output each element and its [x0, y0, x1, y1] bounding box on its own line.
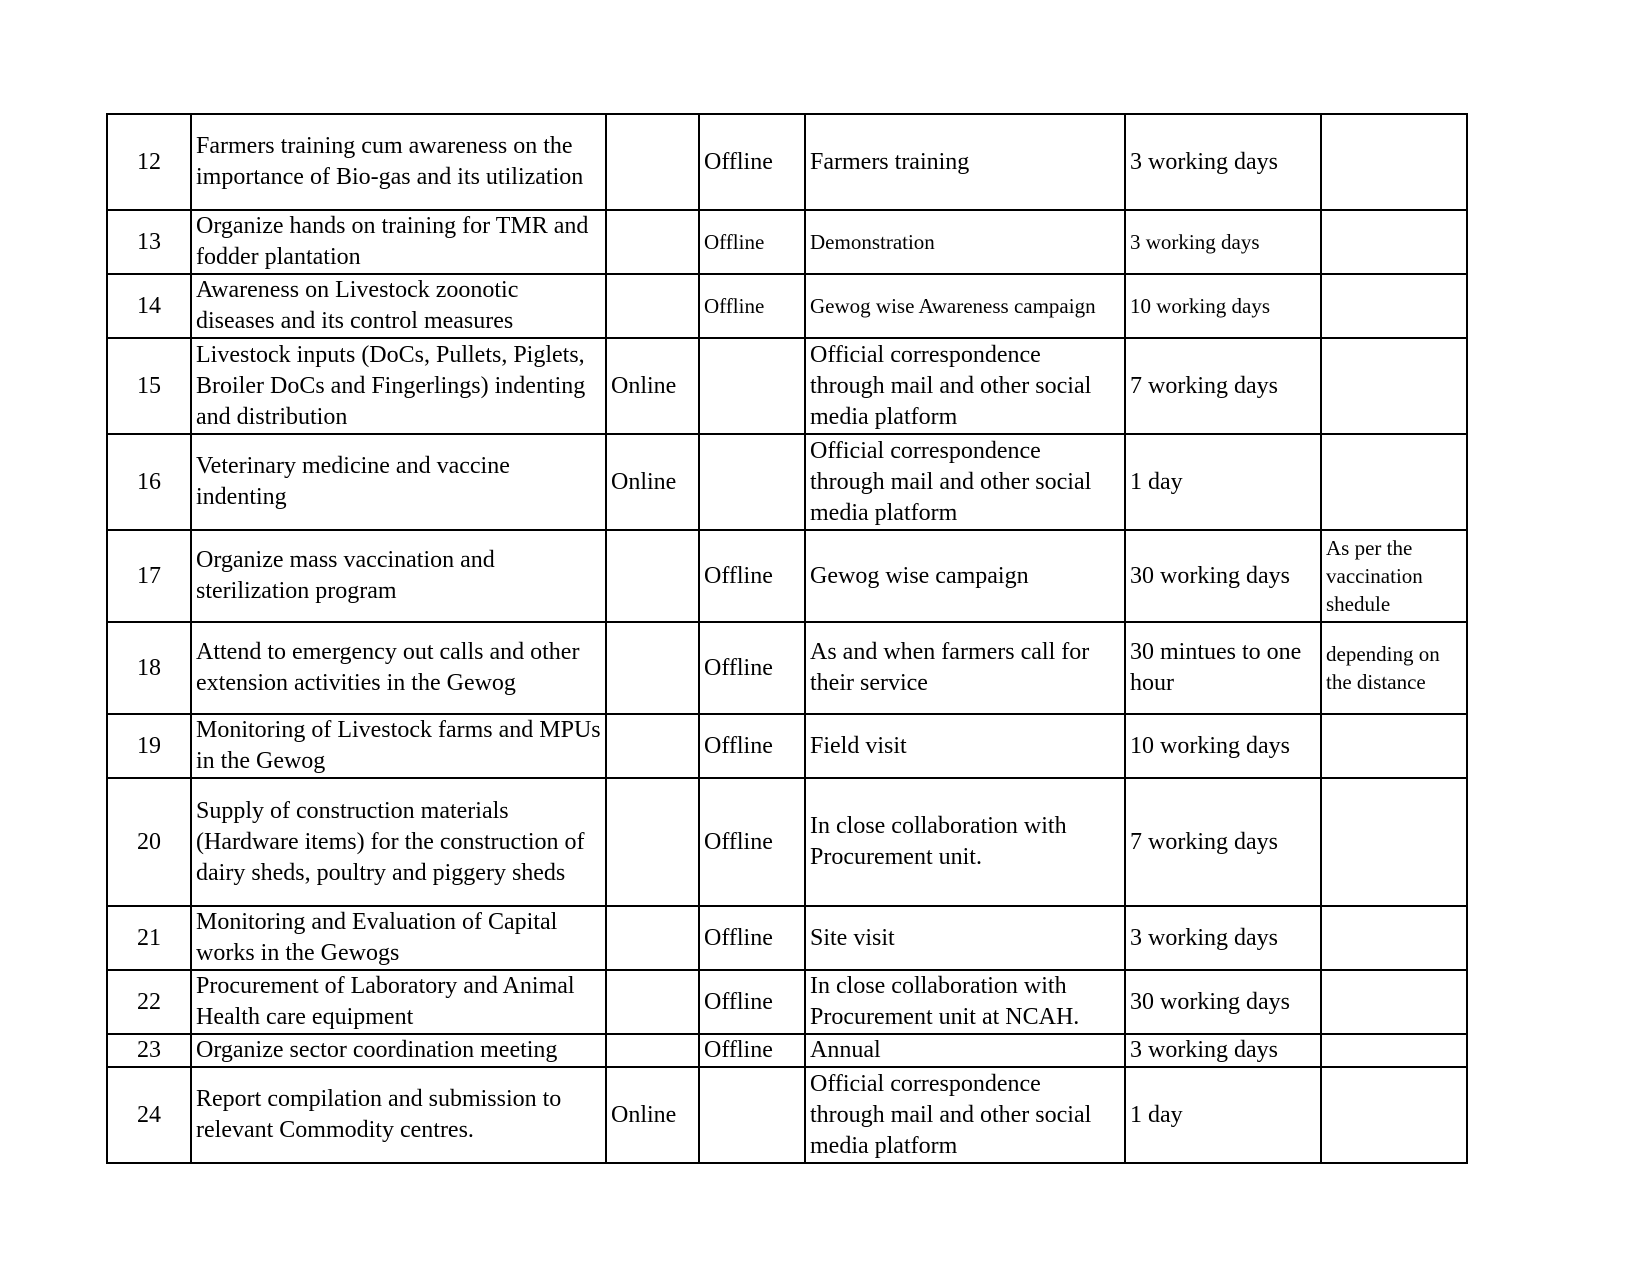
time-cell: 30 mintues to one hour	[1125, 622, 1321, 714]
service-table	[106, 113, 1468, 1164]
time-cell: 3 working days	[1125, 210, 1321, 274]
remarks-cell	[1321, 714, 1467, 778]
row-number: 22	[107, 970, 191, 1034]
row-number: 24	[107, 1067, 191, 1163]
time-cell: 3 working days	[1125, 114, 1321, 210]
table-row	[107, 1034, 1467, 1067]
delivery-mode-cell: Official correspondence through mail and other social media platform	[805, 338, 1125, 434]
time-cell: 1 day	[1125, 1067, 1321, 1163]
remarks-cell	[1321, 114, 1467, 210]
table-row	[107, 338, 1467, 434]
offline-cell: Offline	[699, 778, 805, 906]
table-row	[107, 530, 1467, 622]
online-cell	[606, 714, 699, 778]
offline-cell: Offline	[699, 530, 805, 622]
remarks-cell	[1321, 906, 1467, 970]
online-cell	[606, 210, 699, 274]
table-row	[107, 114, 1467, 210]
online-cell: Online	[606, 434, 699, 530]
time-cell: 10 working days	[1125, 714, 1321, 778]
row-number: 14	[107, 274, 191, 338]
time-cell: 3 working days	[1125, 906, 1321, 970]
remarks-cell	[1321, 434, 1467, 530]
offline-cell: Offline	[699, 714, 805, 778]
offline-cell: Offline	[699, 622, 805, 714]
row-number: 15	[107, 338, 191, 434]
offline-cell: Offline	[699, 114, 805, 210]
offline-cell: Offline	[699, 970, 805, 1034]
remarks-cell	[1321, 1034, 1467, 1067]
time-cell: 1 day	[1125, 434, 1321, 530]
time-cell: 30 working days	[1125, 530, 1321, 622]
online-cell	[606, 970, 699, 1034]
online-cell	[606, 1034, 699, 1067]
delivery-mode-cell: In close collaboration with Procurement unit.	[805, 778, 1125, 906]
row-number: 12	[107, 114, 191, 210]
online-cell: Online	[606, 1067, 699, 1163]
delivery-mode-cell: Gewog wise campaign	[805, 530, 1125, 622]
offline-cell: Offline	[699, 906, 805, 970]
offline-cell: Offline	[699, 1034, 805, 1067]
row-number: 18	[107, 622, 191, 714]
delivery-mode-cell: Official correspondence through mail and other social media platform	[805, 434, 1125, 530]
row-number: 20	[107, 778, 191, 906]
delivery-mode-cell: Gewog wise Awareness campaign	[805, 274, 1125, 338]
online-cell	[606, 114, 699, 210]
service-cell: Veterinary medicine and vaccine indenting	[191, 434, 606, 530]
table-row	[107, 778, 1467, 906]
offline-cell	[699, 338, 805, 434]
time-cell: 10 working days	[1125, 274, 1321, 338]
remarks-cell	[1321, 338, 1467, 434]
table-row	[107, 906, 1467, 970]
online-cell	[606, 906, 699, 970]
service-cell: Supply of construction materials (Hardware items) for the construction of dairy sheds, poultry and piggery sheds	[191, 778, 606, 906]
remarks-cell	[1321, 970, 1467, 1034]
time-cell: 30 working days	[1125, 970, 1321, 1034]
offline-cell: Offline	[699, 274, 805, 338]
service-cell: Organize sector coordination meeting	[191, 1034, 606, 1067]
remarks-cell: As per the vaccination shedule	[1321, 530, 1467, 622]
table-row	[107, 714, 1467, 778]
time-cell: 7 working days	[1125, 338, 1321, 434]
delivery-mode-cell: Annual	[805, 1034, 1125, 1067]
table-row	[107, 274, 1467, 338]
service-cell: Organize hands on training for TMR and fodder plantation	[191, 210, 606, 274]
delivery-mode-cell: In close collaboration with Procurement unit at NCAH.	[805, 970, 1125, 1034]
service-cell: Organize mass vaccination and sterilization program	[191, 530, 606, 622]
remarks-cell: depending on the distance	[1321, 622, 1467, 714]
online-cell: Online	[606, 338, 699, 434]
service-cell: Monitoring of Livestock farms and MPUs in the Gewog	[191, 714, 606, 778]
time-cell: 3 working days	[1125, 1034, 1321, 1067]
service-cell: Attend to emergency out calls and other extension activities in the Gewog	[191, 622, 606, 714]
row-number: 21	[107, 906, 191, 970]
row-number: 23	[107, 1034, 191, 1067]
offline-cell: Offline	[699, 210, 805, 274]
service-cell: Livestock inputs (DoCs, Pullets, Piglets, Broiler DoCs and Fingerlings) indenting and distribution	[191, 338, 606, 434]
service-cell: Procurement of Laboratory and Animal Health care equipment	[191, 970, 606, 1034]
table-row	[107, 970, 1467, 1034]
remarks-cell	[1321, 210, 1467, 274]
table-row	[107, 622, 1467, 714]
remarks-cell	[1321, 274, 1467, 338]
online-cell	[606, 530, 699, 622]
delivery-mode-cell: As and when farmers call for their service	[805, 622, 1125, 714]
online-cell	[606, 622, 699, 714]
row-number: 13	[107, 210, 191, 274]
remarks-cell	[1321, 1067, 1467, 1163]
delivery-mode-cell: Field visit	[805, 714, 1125, 778]
service-cell: Farmers training cum awareness on the importance of Bio-gas and its utilization	[191, 114, 606, 210]
table-row	[107, 434, 1467, 530]
delivery-mode-cell: Official correspondence through mail and other social media platform	[805, 1067, 1125, 1163]
row-number: 17	[107, 530, 191, 622]
row-number: 19	[107, 714, 191, 778]
table-body	[107, 114, 1467, 1163]
online-cell	[606, 274, 699, 338]
table-row	[107, 210, 1467, 274]
service-cell: Monitoring and Evaluation of Capital works in the Gewogs	[191, 906, 606, 970]
delivery-mode-cell: Farmers training	[805, 114, 1125, 210]
online-cell	[606, 778, 699, 906]
row-number: 16	[107, 434, 191, 530]
remarks-cell	[1321, 778, 1467, 906]
service-cell: Awareness on Livestock zoonotic diseases and its control measures	[191, 274, 606, 338]
offline-cell	[699, 434, 805, 530]
delivery-mode-cell: Demonstration	[805, 210, 1125, 274]
service-cell: Report compilation and submission to relevant Commodity centres.	[191, 1067, 606, 1163]
table-row	[107, 1067, 1467, 1163]
offline-cell	[699, 1067, 805, 1163]
time-cell: 7 working days	[1125, 778, 1321, 906]
delivery-mode-cell: Site visit	[805, 906, 1125, 970]
